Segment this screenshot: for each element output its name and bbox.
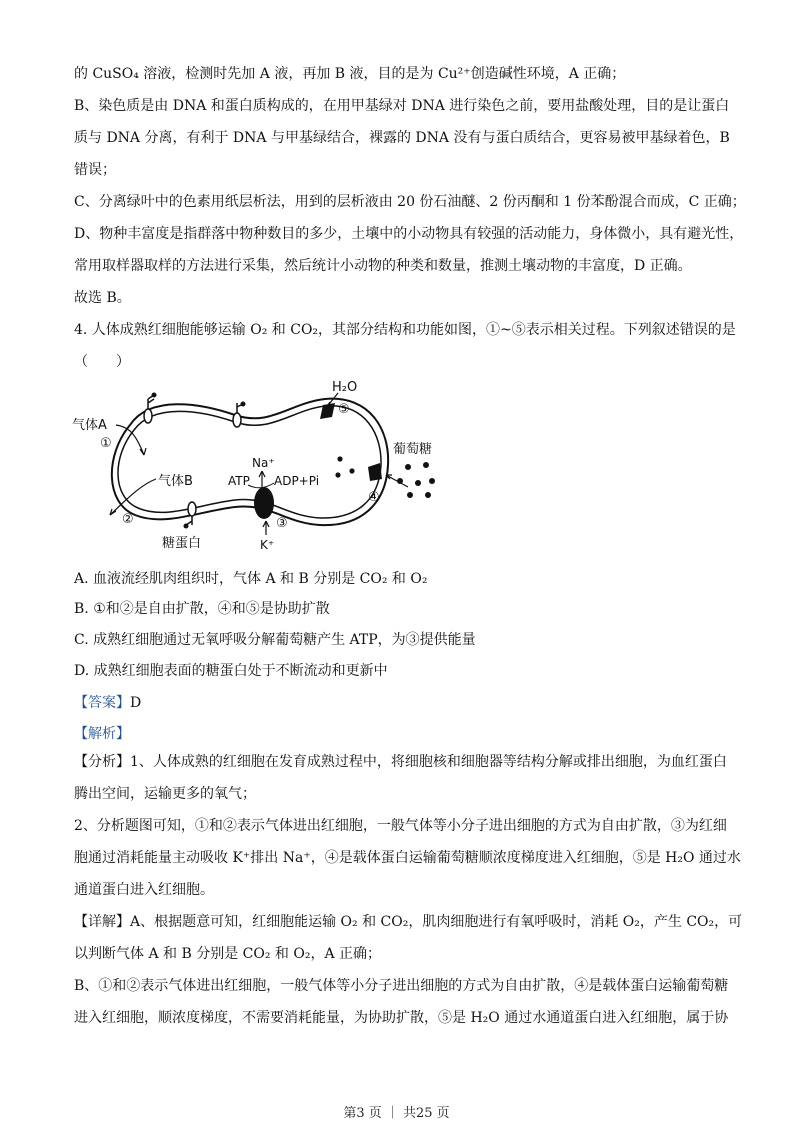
na-k-pump: [254, 487, 274, 519]
text-line: 腾出空间，运输更多的氧气；: [74, 786, 256, 802]
analysis-section: [74, 746, 743, 1034]
question-blank: （ ）: [74, 354, 130, 370]
glycoprotein-label: 糖蛋白: [162, 536, 202, 551]
process-3-label: ③: [276, 516, 288, 531]
text-line: 常用取样器取样的方法进行采集，然后统计小动物的种类和数量，推测土壤动物的丰富度，D 正确。: [74, 258, 692, 274]
process-1-label: ①: [100, 436, 112, 451]
page-footer: 第3 页 ｜ 共25 页: [343, 1106, 450, 1121]
text-line: B、染色质是由 DNA 和蛋白质构成的，在用甲基绿对 DNA 进行染色之前，要用盐酸处理，目的是让蛋白: [74, 98, 730, 114]
analysis-header: [74, 723, 130, 743]
text-line: D、物种丰富度是指群落中物种数目的多少，土壤中的小动物具有较强的活动能力，身体微小，具有避光性，: [74, 226, 744, 242]
text-line: 故选 B。: [74, 290, 131, 306]
adp-label: ADP+Pi: [274, 474, 320, 488]
answer-tag: 【答案】: [74, 695, 130, 711]
text-line: 通道蛋白进入红细胞。: [74, 882, 214, 898]
glycoprotein-top-middle: [233, 402, 246, 428]
h2o-label: H₂O: [332, 380, 358, 395]
na-label: Na⁺: [252, 456, 275, 470]
answer-value: D: [130, 695, 142, 711]
glucose-molecules-outside: [397, 462, 435, 498]
cell-membrane-outer: [112, 399, 388, 525]
red-blood-cell-diagram: [70, 375, 460, 555]
glycoprotein-bottom: [184, 502, 197, 529]
gas-b-label: 气体B: [158, 474, 193, 489]
text-line: 进入红细胞，顺浓度梯度，不需要消耗能量，为协助扩散，⑤是 H₂O 通过水通道蛋白进入红细胞，属于协: [74, 1010, 729, 1026]
cell-diagram-svg: [70, 375, 460, 555]
question-stem: 4. 人体成熟红细胞能够运输 O₂ 和 CO₂，其部分结构和功能如图，①~⑤表示相关过程。下列叙述错误的是: [74, 322, 736, 338]
fenxi-tag: 【分析】: [74, 754, 130, 770]
text-line: 胞通过消耗能量主动吸收 K⁺排出 Na⁺，④是载体蛋白运输葡萄糖顺浓度梯度进入红细胞，⑤是 H₂O 通过水: [74, 850, 741, 866]
xiangjie-tag: 【详解】: [74, 914, 130, 930]
process-4-label: ④: [368, 490, 380, 505]
text-line: A、根据题意可知，红细胞能运输 O₂ 和 CO₂，肌肉细胞进行有氧呼吸时，消耗 O₂，产生 CO₂，可: [130, 914, 743, 930]
option-b: B. ①和②是自由扩散，④和⑤是协助扩散: [74, 601, 330, 617]
option-c: C. 成熟红细胞通过无氧呼吸分解葡萄糖产生 ATP，为③提供能量: [74, 632, 476, 648]
analysis-tag: 【解析】: [74, 726, 130, 742]
option-d: D. 成熟红细胞表面的糖蛋白处于不断流动和更新中: [74, 663, 388, 679]
text-line: B、①和②表示气体进出红细胞，一般气体等小分子进出细胞的方式为自由扩散，④是载体蛋白运输葡萄糖: [74, 978, 729, 994]
text-line: 的 CuSO₄ 溶液，检测时先加 A 液，再加 B 液，目的是为 Cu²⁺创造碱性环境，A 正确；: [74, 66, 626, 82]
text-line: C、分离绿叶中的色素用纸层析法，用到的层析液由 20 份石油醚、2 份丙酮和 1 份苯酚混合而成，C 正确；: [74, 194, 746, 210]
glucose-label: 葡萄糖: [393, 442, 433, 457]
text-line: 2、分析题图可知，①和②表示气体进出红细胞，一般气体等小分子进出细胞的方式为自由扩散，③为红细: [74, 818, 727, 834]
process-5-label: ⑤: [338, 402, 350, 417]
k-label: K⁺: [260, 538, 275, 552]
text-line: 错误；: [74, 162, 116, 178]
atp-label: ATP: [228, 474, 250, 488]
option-a: A. 血液流经肌肉组织时，气体 A 和 B 分别是 CO₂ 和 O₂: [74, 571, 428, 587]
gas-a-label: 气体A: [72, 418, 107, 433]
glucose-molecules-inside: [335, 456, 354, 477]
text-line: 质与 DNA 分离，有利于 DNA 与甲基绿结合，裸露的 DNA 没有与蛋白质结合，更容易被甲基绿着色，B: [74, 130, 730, 146]
text-line: 1、人体成熟的红细胞在发育成熟过程中，将细胞核和细胞器等结构分解或排出细胞，为血红蛋白: [130, 754, 727, 770]
answer-line: [74, 692, 141, 712]
cell-membrane-inner: [118, 406, 381, 518]
previous-answer-text: [74, 58, 746, 378]
text-line: 以判断气体 A 和 B 分别是 CO₂ 和 O₂，A 正确；: [74, 946, 382, 962]
process-2-label: ②: [122, 512, 134, 527]
